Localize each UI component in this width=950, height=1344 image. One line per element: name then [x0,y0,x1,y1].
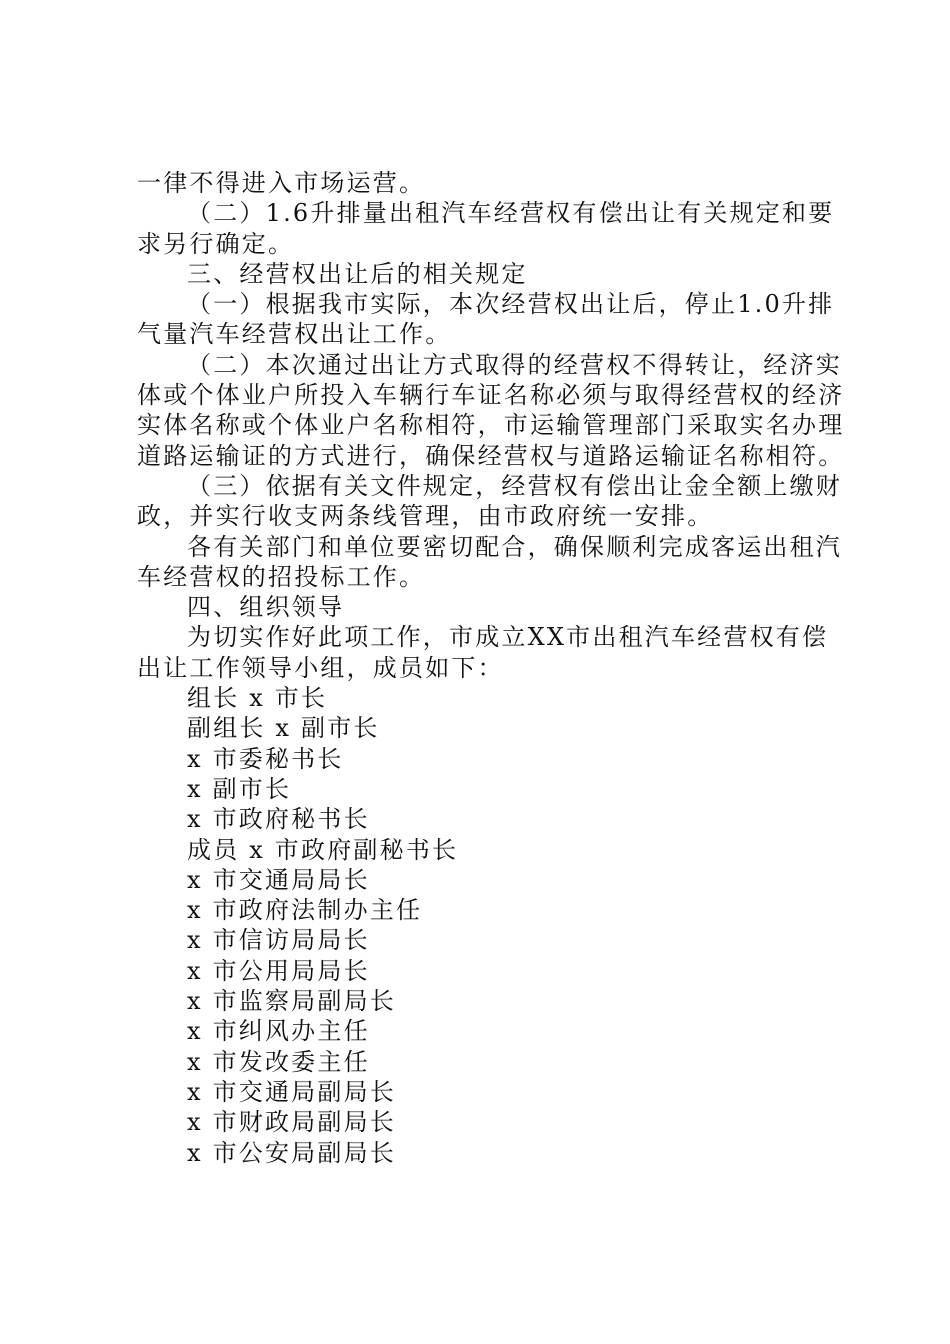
member-line: x 市监察局副局长 [187,987,396,1016]
member-line: x 市公安局副局长 [187,1138,396,1167]
member-line: x 市财政局副局长 [187,1108,396,1137]
paragraph-line: 实体名称或个体业户名称相符，市运输管理部门采取实名办理 [137,411,845,440]
member-line: 成员 x 市政府副秘书长 [187,835,459,864]
member-line: 组长 x 市长 [187,684,328,713]
member-line: x 市公用局局长 [187,956,370,985]
section-heading: 四、组织领导 [187,593,345,622]
member-line: x 市信访局局长 [187,926,370,955]
member-line: x 市交通局局长 [187,865,370,894]
paragraph-line: 气量汽车经营权出让工作。 [137,320,452,349]
paragraph-line: 为切实作好此项工作，市成立XX市出租汽车经营权有偿 [187,623,829,652]
paragraph-line: 道路运输证的方式进行，确保经营权与道路运输证名称相符。 [137,441,845,470]
member-line: x 市发改委主任 [187,1047,370,1076]
member-line: x 市政府秘书长 [187,805,370,834]
paragraph-line: （二）本次通过出让方式取得的经营权不得转让，经济实 [187,350,842,379]
section-heading: 三、经营权出让后的相关规定 [187,259,528,288]
paragraph-line: （二）1.6升排量出租汽车经营权有偿出让有关规定和要 [187,199,835,228]
paragraph-line: 求另行确定。 [137,229,295,258]
paragraph-line: 出让工作领导小组，成员如下： [137,653,504,682]
document-body [137,168,845,1168]
paragraph-line: （三）依据有关文件规定，经营权有偿出让金全额上缴财 [187,471,842,500]
member-line: 副组长 x 副市长 [187,714,380,743]
member-line: x 市纠风办主任 [187,1017,370,1046]
member-line: x 市政府法制办主任 [187,896,423,925]
paragraph-line: 体或个体业户所投入车辆行车证名称必须与取得经营权的经济 [137,381,845,410]
member-line: x 副市长 [187,774,292,803]
paragraph-line: 一律不得进入市场运营。 [137,169,426,197]
member-line: x 市委秘书长 [187,744,344,773]
paragraph-line: 各有关部门和单位要密切配合，确保顺利完成客运出租汽 [187,532,842,561]
paragraph-line: （一）根据我市实际，本次经营权出让后，停止1.0升排 [187,290,835,319]
paragraph-line: 车经营权的招投标工作。 [137,562,426,591]
paragraph-line: 政，并实行收支两条线管理，由市政府统一安排。 [137,502,714,531]
member-line: x 市交通局副局长 [187,1077,396,1106]
